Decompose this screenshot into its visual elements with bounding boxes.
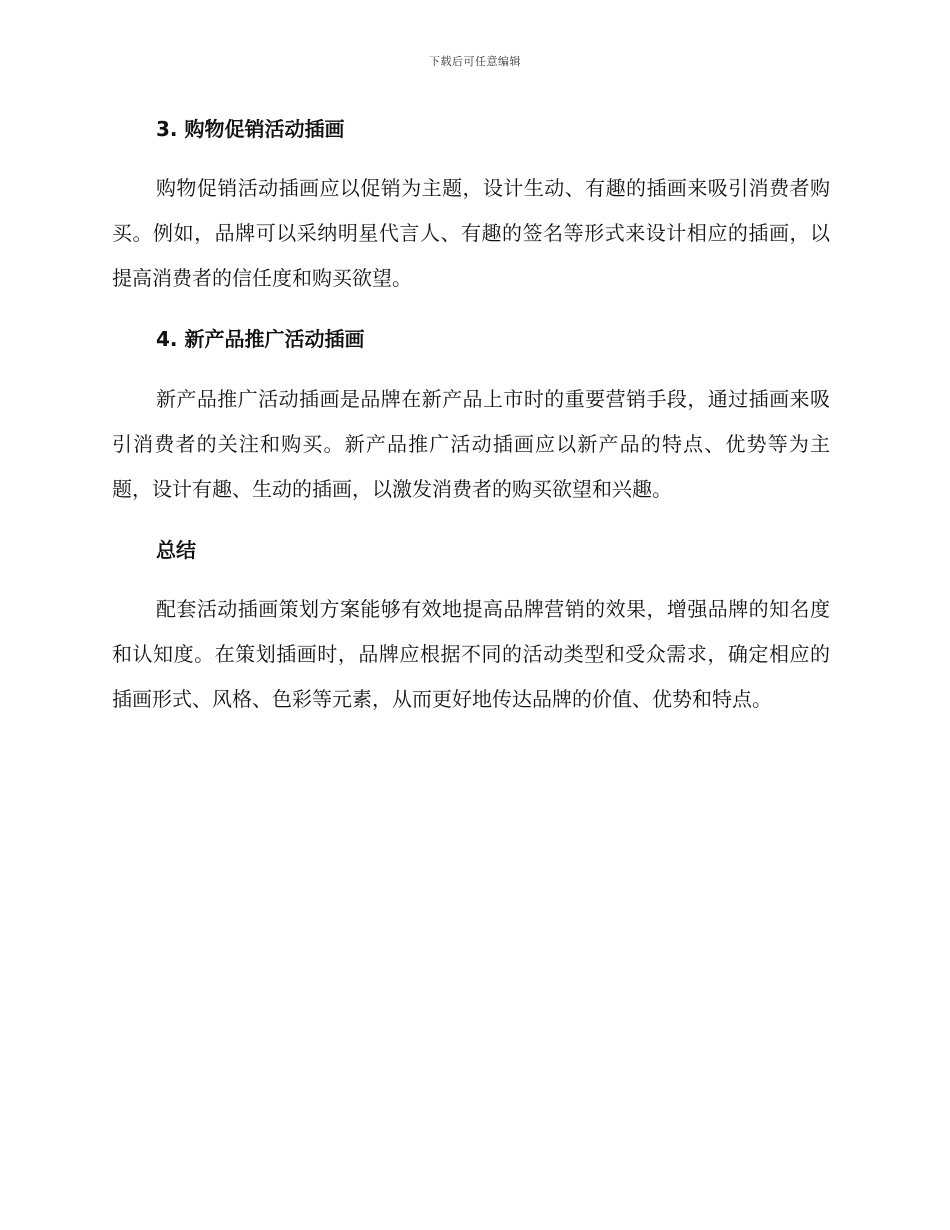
page-header: 下载后可任意编辑 [429, 55, 521, 68]
section-paragraph-new-product-promotion: 新产品推广活动插画是品牌在新产品上市时的重要营销手段，通过插画来吸引消费者的关注和购买。新产品推广活动插画应以新产品的特点、优势等为主题，设计有趣、生动的插画，以激发消费者的购买欲望和兴趣。 [112, 387, 830, 501]
section-heading-shopping-promotion: 3. 购物促销活动插画 [156, 117, 345, 141]
section-heading-new-product-promotion: 4. 新产品推广活动插画 [156, 327, 365, 351]
document-body [112, 112, 830, 722]
section-paragraph-shopping-promotion: 购物促销活动插画应以促销为主题，设计生动、有趣的插画来吸引消费者购买。例如，品牌可以采纳明星代言人、有趣的签名等形式来设计相应的插画，以提高消费者的信任度和购买欲望。 [112, 176, 830, 290]
section-paragraph-summary: 配套活动插画策划方案能够有效地提高品牌营销的效果，增强品牌的知名度和认知度。在策划插画时，品牌应根据不同的活动类型和受众需求，确定相应的插画形式、风格、色彩等元素，从而更好地传达品牌的价值、优势和特点。 [112, 597, 830, 711]
section-heading-summary: 总结 [156, 538, 196, 562]
